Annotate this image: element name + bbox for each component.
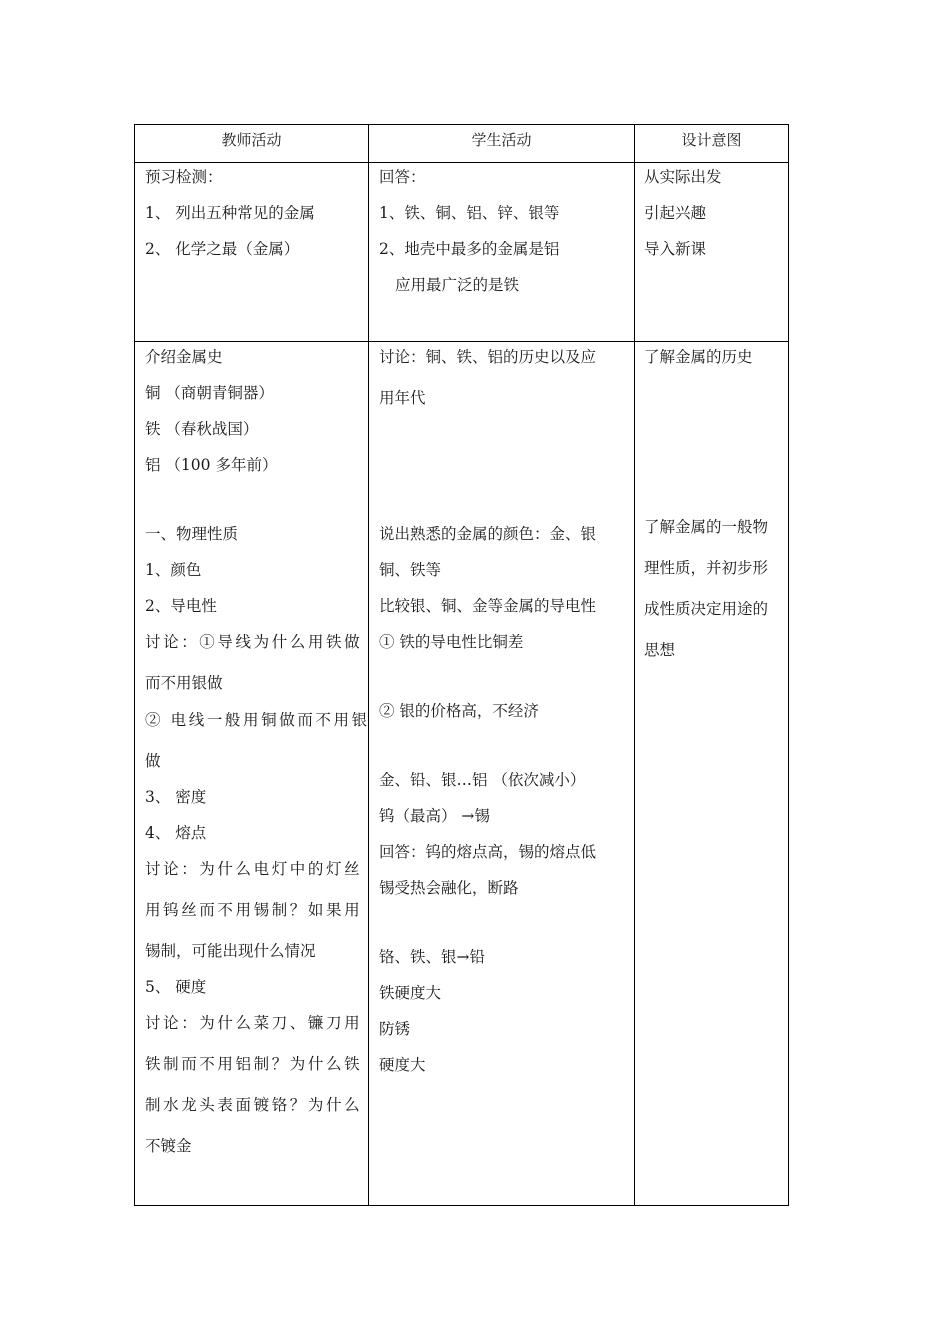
text-line: 钨（最高） →锡 [379, 807, 490, 825]
text-line: 铝 （100 多年前） [145, 456, 278, 474]
text-line: 从实际出发 [644, 168, 722, 186]
text-line: 铁硬度大 [379, 984, 442, 1002]
text-line: 4、 熔点 [145, 824, 207, 842]
text-line: ② 电线一般用铜做而不用银 [145, 711, 370, 729]
text-line: 锡制，可能出现什么情况 [145, 942, 316, 960]
text-line: 讨论：为什么电灯中的灯丝 [145, 860, 363, 878]
text-line: 讨论：①导线为什么用铁做 [145, 633, 363, 651]
text-line: 不镀金 [145, 1137, 192, 1155]
text-line: 预习检测： [145, 168, 223, 186]
text-line: 2、地壳中最多的金属是铝 [379, 240, 560, 258]
text-line: 5、 硬度 [145, 978, 207, 996]
text-line: 铁制而不用铝制？为什么铁 [145, 1055, 363, 1073]
text-line: 讨论：铜、铁、铝的历史以及应 [379, 348, 597, 366]
text-line: 说出熟悉的金属的颜色：金、银 [379, 525, 597, 543]
text-line: 介绍金属史 [145, 348, 223, 366]
text-line: 1、铁、铜、铝、锌、银等 [379, 204, 560, 222]
text-line: 铁 （春秋战国） [145, 420, 259, 438]
text-line: ② 银的价格高，不经济 [379, 702, 539, 720]
text-line: 2、导电性 [145, 597, 217, 615]
text-line: 讨论：为什么菜刀、镰刀用 [145, 1014, 363, 1032]
text-line: 3、 密度 [145, 788, 207, 806]
row-divider [135, 341, 788, 342]
text-line: 理性质，并初步形 [644, 559, 769, 577]
lesson-plan-table [134, 124, 789, 1206]
text-line: 用钨丝而不用锡制？如果用 [145, 901, 363, 919]
text-line: 导入新课 [644, 240, 707, 258]
text-line: 锡受热会融化，断路 [379, 879, 519, 897]
column-divider [634, 125, 635, 1205]
text-line: 成性质决定用途的 [644, 600, 769, 618]
text-line: 了解金属的历史 [644, 348, 753, 366]
text-line: 思想 [644, 641, 676, 659]
text-line: 回答：钨的熔点高，锡的熔点低 [379, 843, 597, 861]
header-student-activity: 学生活动 [471, 131, 532, 149]
text-line: 比较银、铜、金等金属的导电性 [379, 597, 597, 615]
text-line: 防锈 [379, 1020, 411, 1038]
text-line: 回答： [379, 168, 426, 186]
text-line: 用年代 [379, 389, 426, 407]
text-line: 铜、铁等 [379, 561, 442, 579]
column-divider [368, 125, 369, 1205]
text-line: ① 铁的导电性比铜差 [379, 633, 524, 651]
text-line: 做 [145, 752, 161, 770]
text-line: 2、 化学之最（金属） [145, 240, 300, 258]
text-line: 铜 （商朝青铜器） [145, 384, 274, 402]
text-line: 1、颜色 [145, 561, 202, 579]
text-line: 了解金属的一般物 [644, 518, 769, 536]
text-line: 一、物理性质 [145, 525, 239, 543]
text-line: 1、 列出五种常见的金属 [145, 204, 315, 222]
text-line: 引起兴趣 [644, 204, 707, 222]
text-line: 铬、铁、银→铅 [379, 948, 485, 966]
text-line: 而不用银做 [145, 674, 223, 692]
text-line: 硬度大 [379, 1056, 426, 1074]
header-design-intent: 设计意图 [681, 131, 742, 149]
text-line: 制水龙头表面镀铬？为什么 [145, 1096, 363, 1114]
text-line: 应用最广泛的是铁 [395, 276, 520, 294]
text-line: 金、铅、银…铝 （依次减小） [379, 771, 586, 789]
header-teacher-activity: 教师活动 [221, 131, 282, 149]
